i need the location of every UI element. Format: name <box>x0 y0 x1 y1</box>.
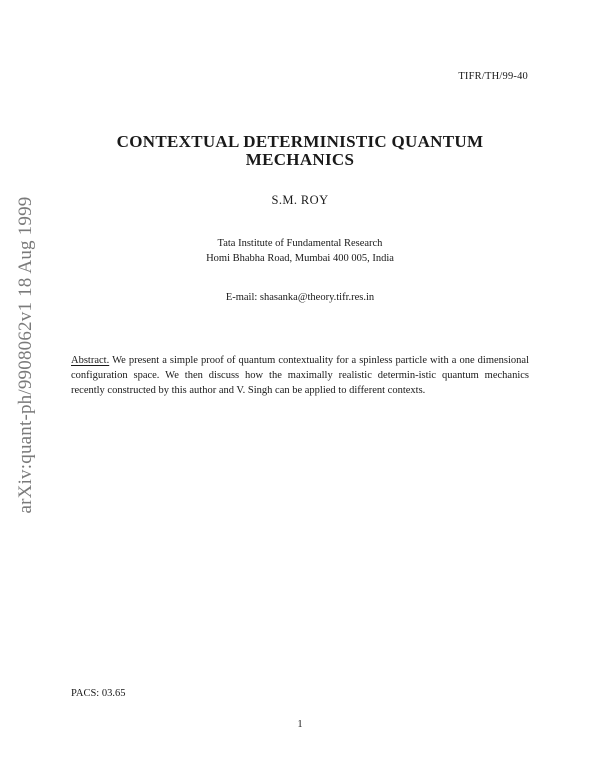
affiliation-line-1: Tata Institute of Fundamental Research <box>217 238 383 249</box>
affiliation <box>0 236 600 266</box>
page-number: 1 <box>297 719 303 730</box>
paper-title <box>0 133 600 169</box>
pacs-code: PACS: 03.65 <box>71 688 126 699</box>
title-line-1: CONTEXTUAL DETERMINISTIC QUANTUM <box>116 132 484 151</box>
title-line-2: MECHANICS <box>245 150 355 169</box>
author-email: E-mail: shasanka@theory.tifr.res.in <box>225 292 375 303</box>
report-number: TIFR/TH/99-40 <box>458 71 528 82</box>
abstract-label: Abstract. <box>71 355 110 366</box>
abstract <box>71 353 529 398</box>
abstract-text: We present a simple proof of quantum contextuality for a spinless particle with a one dimensional configuration space. We then discuss how the maximally realistic determin-istic quantum mechanics recently constructed by this author and V. Singh can be applied to different contexts. <box>71 355 529 396</box>
arxiv-stamp <box>8 190 44 520</box>
arxiv-stamp-text: arXiv:quant-ph/9908062v1 18 Aug 1999 <box>15 196 36 514</box>
affiliation-line-2: Homi Bhabha Road, Mumbai 400 005, India <box>206 253 394 264</box>
author-name: S.M. ROY <box>271 193 329 207</box>
